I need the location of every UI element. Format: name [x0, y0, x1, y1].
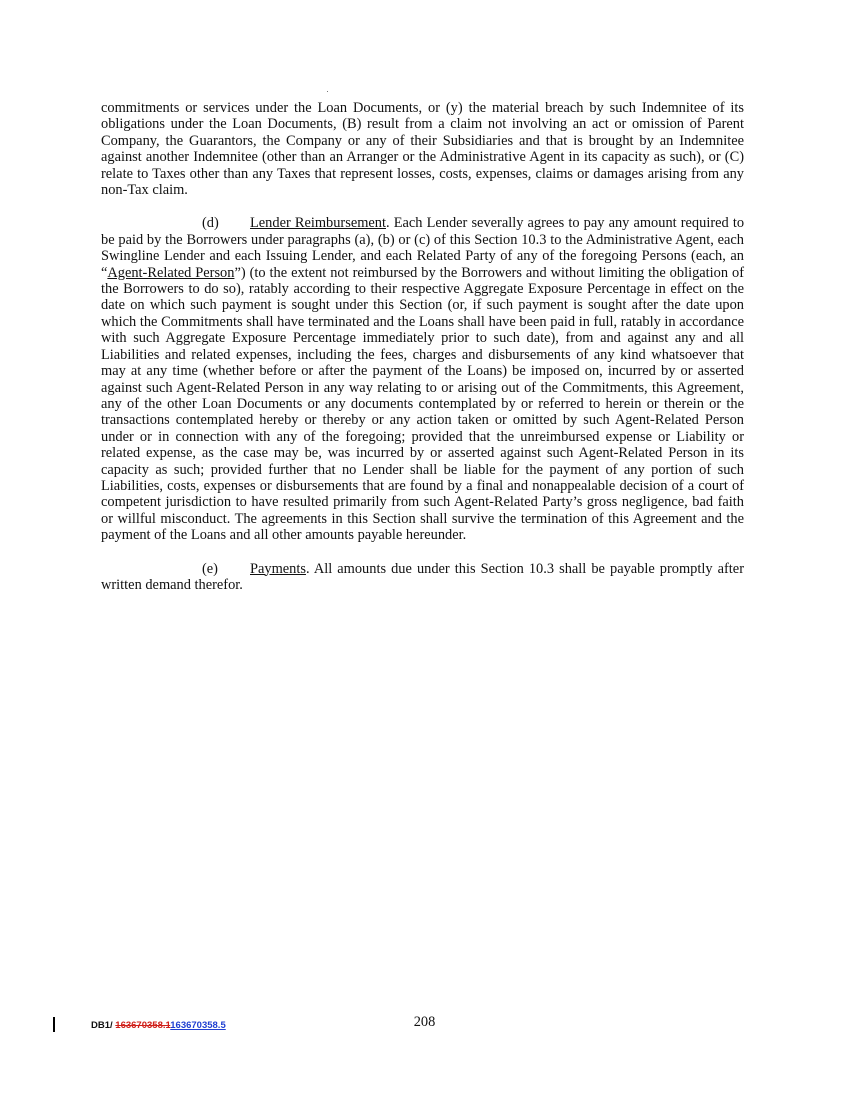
- section-e-paragraph: [101, 561, 744, 594]
- footer-deleted-id: 163670358.1: [115, 1020, 171, 1031]
- footer-doc-prefix: DB1/: [91, 1020, 116, 1031]
- section-d-text-part-2: ”) (to the extent not reimbursed by the Borrowers and without limiting the obligation of the Borrowers to do so), ratably according to their respective Aggregate Exposure Percentage in effect on the date on which such payment is sought under this Section (or, if such payment is sought after the date upon which the Commitments shall have terminated and the Loans shall have been paid in full, ratably in accordance with such Aggregate Exposure Percentage immediately prior to such date), from and against any and all Liabilities and related expenses, including the fees, charges and disbursements of any kind whatsoever that may at any time (whether before or after the payment of the Loans) be imposed on, incurred by or asserted against such Agent-Related Person in any way relating to or arising out of the Commitments, this Agreement, any of the other Loan Documents or any documents contemplated by or referred to herein or therein or the transactions contemplated hereby or thereby or any action taken or omitted by such Agent-Related Person under or in connection with any of the foregoing; provided that the unreimbursed expense or Liability or related expense, as the case may be, was incurred by or asserted against such Agent-Related Person in its capacity as such; provided further that no Lender shall be liable for the payment of any portion of such Liabilities, costs, expenses or disbursements that are found by a final and nonappealable decision of a court of competent jurisdiction to have resulted primarily from such Agent-Related Party’s gross negligence, bad faith or willful misconduct. The agreements in this Section shall survive the termination of this Agreement and the payment of the Loans and all other amounts payable hereunder.: [101, 264, 744, 544]
- stray-dot-mark: [327, 91, 328, 92]
- paragraph-continuation: commitments or services under the Loan Documents, or (y) the material breach by such Indemnitee of its obligations under the Loan Documents, (B) result from a claim not involving an act or omission of Parent Company, the Guarantors, the Company or any of their Subsidiaries and that is brought by an Indemnitee against another Indemnitee (other than an Arranger or the Administrative Agent in its capacity as such), or (C) relate to Taxes other than any Taxes that represent losses, costs, expenses, claims or damages arising from any non-Tax claim.: [101, 100, 744, 199]
- section-e-heading: Payments: [250, 560, 306, 577]
- section-e-text: . All amounts due under this Section 10.3 shall be payable promptly after written demand therefor.: [101, 560, 744, 593]
- footer-inserted-id: 163670358.5: [170, 1020, 226, 1031]
- defined-term-agent-related-person: Agent-Related Person: [107, 264, 235, 281]
- section-d-heading: Lender Reimbursement: [250, 215, 386, 232]
- paragraph-gap: [101, 544, 744, 561]
- section-d-text-part-1: . Each Lender severally agrees to pay any amount required to be paid by the Borrowers under paragraphs (a), (b) or (c) of this Section 10.3 to the Administrative Agent, each Swingline Lender and each Issuing Lender, and each Related Party of any of the foregoing Persons (each, an “: [101, 215, 745, 281]
- revision-change-bar: [53, 1017, 55, 1032]
- footer-document-id: [91, 1020, 226, 1031]
- section-d-marker: (d): [202, 215, 219, 232]
- document-page-body: [101, 100, 744, 593]
- paragraph-gap: [101, 198, 744, 215]
- section-d-paragraph: [101, 215, 744, 543]
- section-e-marker: (e): [202, 560, 218, 577]
- page-number: 208: [413, 1014, 436, 1030]
